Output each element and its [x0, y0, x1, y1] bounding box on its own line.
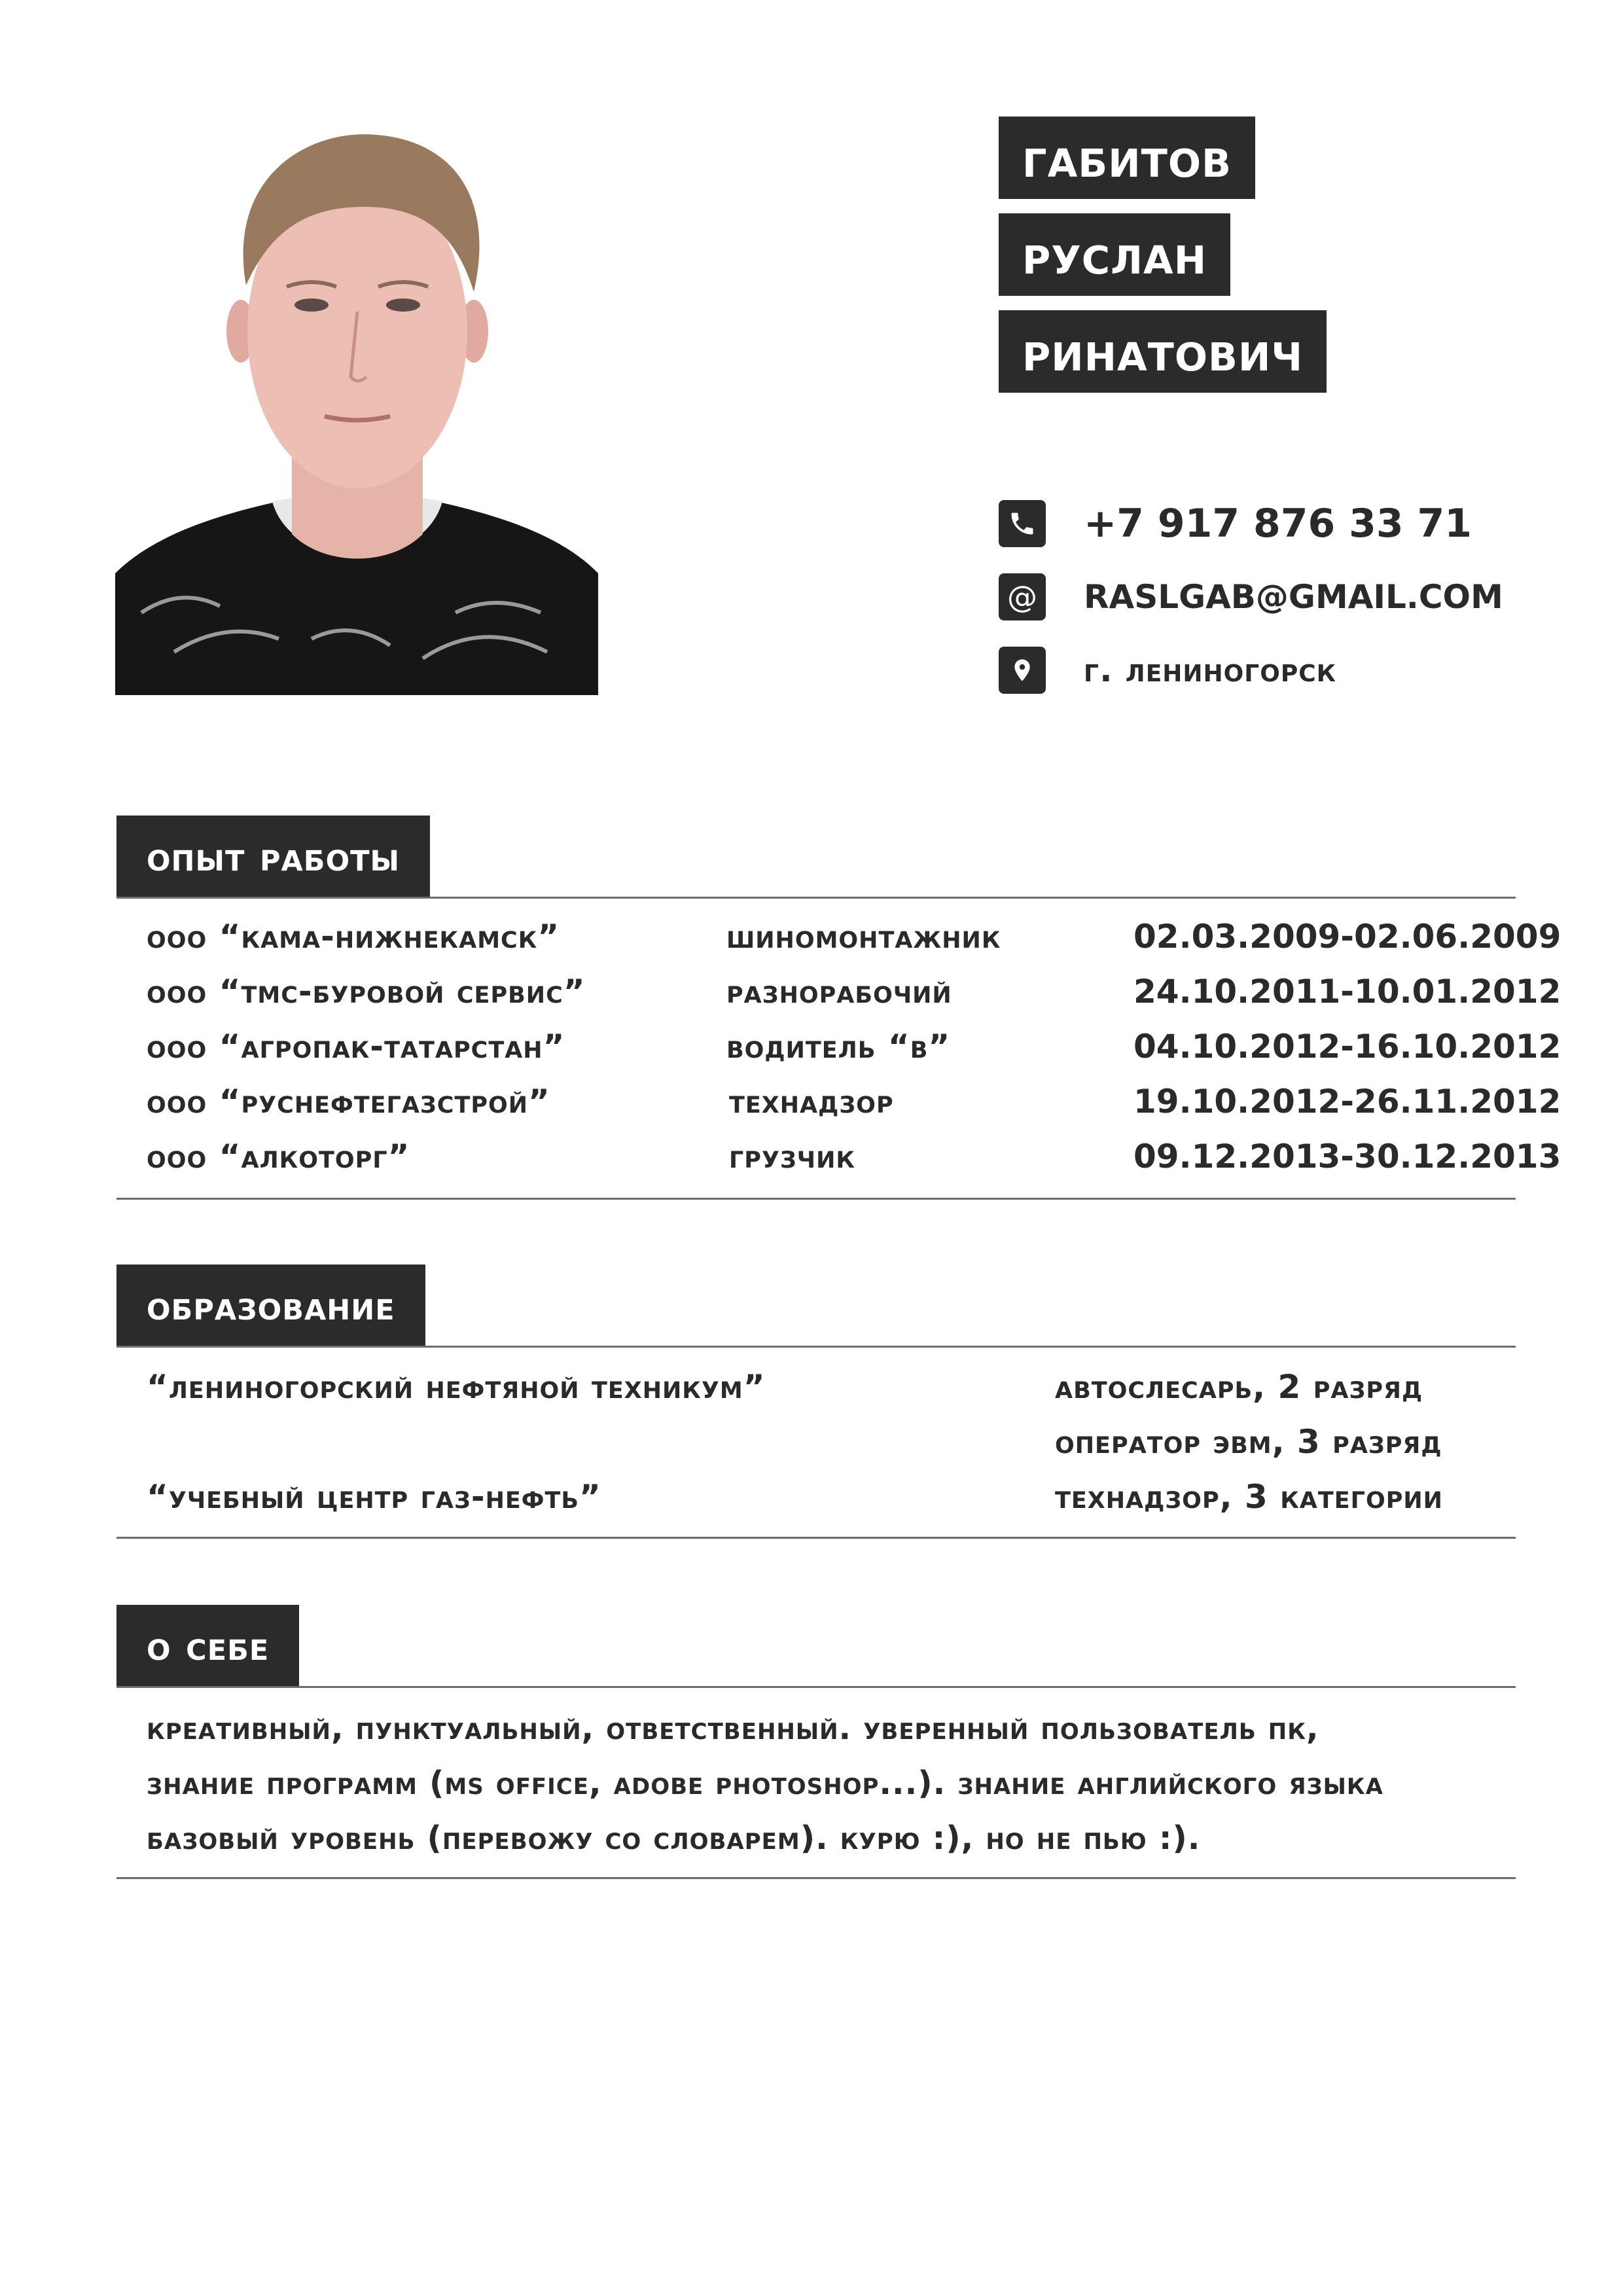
about-text-line: базовый уровень (перевожу со словарем). курю :), но не пью :). — [147, 1820, 1201, 1857]
company: ооо “тмс-буровой сервис” — [147, 973, 586, 1011]
company: ооо “кама-нижнекамск” — [147, 918, 560, 956]
experience-bottom-rule — [116, 1198, 1516, 1200]
about-text-line: знание программ (ms office, adobe photoshop...). знание английского языка — [147, 1765, 1383, 1802]
education-bottom-rule — [116, 1537, 1516, 1539]
contact-city — [999, 647, 1336, 694]
experience-top-rule — [116, 897, 1516, 899]
period: 24.10.2011-10.01.2012 — [1133, 973, 1561, 1011]
at-sign-icon: @ — [999, 573, 1046, 620]
patronymic: ринатович — [999, 310, 1327, 393]
school-name: “лениногорский нефтяной техникум” — [147, 1368, 766, 1406]
company: ооо “руснефтегазстрой” — [147, 1083, 550, 1121]
phone-number: +7 917 876 33 71 — [1084, 501, 1472, 547]
position: шиномонтажник — [726, 918, 1001, 956]
contact-phone — [999, 500, 1472, 547]
about-header: о себе — [116, 1605, 299, 1687]
period: 19.10.2012-26.11.2012 — [1133, 1083, 1561, 1121]
about-top-rule — [116, 1686, 1516, 1688]
period: 09.12.2013-30.12.2013 — [1133, 1138, 1561, 1175]
position: водитель “в” — [726, 1028, 951, 1066]
company: ооо “агропак-татарстан” — [147, 1028, 565, 1066]
period: 04.10.2012-16.10.2012 — [1133, 1028, 1561, 1066]
contact-email — [999, 573, 1503, 620]
email-address: RASLGAB@GMAIL.COM — [1084, 578, 1503, 616]
education-top-rule — [116, 1346, 1516, 1348]
about-text-line: креативный, пунктуальный, ответственный. уверенный пользователь пк, — [147, 1710, 1319, 1747]
about-bottom-rule — [116, 1877, 1516, 1879]
company: ооо “алкоторг” — [147, 1138, 410, 1175]
map-pin-icon — [999, 647, 1046, 694]
position: разнорабочий — [726, 973, 952, 1011]
first-name: руслан — [999, 213, 1230, 296]
qualification: оператор эвм, 3 разряд — [1055, 1423, 1442, 1461]
education-header: образование — [116, 1265, 425, 1347]
school-name: “учебный центр газ-нефть” — [147, 1478, 601, 1516]
experience-header: опыт работы — [116, 816, 430, 898]
last-name: габитов — [999, 117, 1255, 199]
position: технадзор — [729, 1083, 894, 1121]
profile-photo — [115, 115, 598, 695]
period: 02.03.2009-02.06.2009 — [1133, 918, 1561, 956]
position: грузчик — [729, 1138, 855, 1175]
city: г. лениногорск — [1084, 651, 1337, 690]
qualification: технадзор, 3 категории — [1055, 1478, 1443, 1516]
phone-icon — [999, 500, 1046, 547]
qualification: автослесарь, 2 разряд — [1055, 1368, 1423, 1406]
